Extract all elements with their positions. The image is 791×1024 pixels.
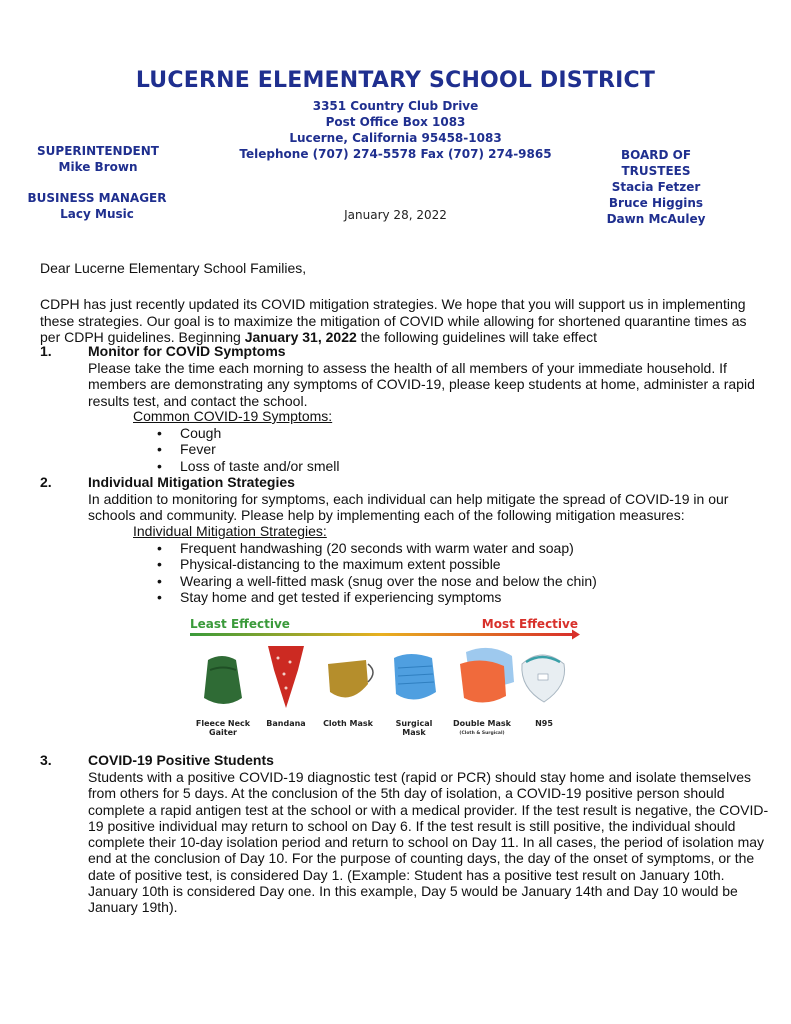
intro-text: CDPH has just recently updated its COVID mitigation strategies. We hope that you will support us in implementing these strategies. Our goal is to maximize the mitigation of COVID while allowing for shortened quarantine times as per CDPH guidelines. Beginning <box>40 296 747 345</box>
mask-label: N95 <box>535 719 553 728</box>
section-number: 1. <box>40 343 52 359</box>
mask-label: Double Mask <box>453 719 511 728</box>
section-title: Individual Mitigation Strategies <box>88 474 295 490</box>
bandana-icon <box>268 646 304 708</box>
superintendent-name: Mike Brown <box>58 160 138 174</box>
board-member: Stacia Fetzer <box>611 180 701 194</box>
section-number: 3. <box>40 752 52 768</box>
mask-label: Bandana <box>266 719 306 728</box>
list-item: • Frequent handwashing (20 seconds with warm water and soap) <box>157 540 597 556</box>
arrow-head-icon <box>572 630 580 640</box>
mask-label: Fleece Neck <box>195 719 251 728</box>
list-item: • Cough <box>157 425 340 441</box>
effective-date: January 31, 2022 <box>244 329 357 345</box>
n95-mask-icon <box>522 655 565 702</box>
least-effective-label: Least Effective <box>190 617 290 631</box>
fleece-gaiter-icon <box>204 656 242 704</box>
address-phone-fax: Telephone (707) 274-5578 Fax (707) 274-9865 <box>239 147 552 161</box>
board-member: Dawn McAuley <box>606 212 706 226</box>
address-line: Post Office Box 1083 <box>325 115 466 129</box>
section-body: Please take the time each morning to assess the health of all members of your immediate household. If members are demonstrating any symptoms of COVID-19, please keep students at home, administer a rapid results test, and contact the school. <box>88 360 755 409</box>
section-title: Monitor for COVID Symptoms <box>88 343 286 359</box>
intro-text-end: the following guidelines will take effect <box>356 329 597 345</box>
effectiveness-arrow-bar <box>190 633 572 636</box>
list-item: • Wearing a well-fitted mask (snug over the nose and below the chin) <box>157 573 597 589</box>
section-title: COVID-19 Positive Students <box>88 752 274 768</box>
list-item: • Physical-distancing to the maximum extent possible <box>157 556 597 572</box>
address-line: 3351 Country Club Drive <box>312 99 479 113</box>
section-body: In addition to monitoring for symptoms, each individual can help mitigate the spread of COVID-19 in our schools and community. Please help by implementing each of the following mitigation measures: <box>88 491 729 524</box>
mask-effectiveness-graphic <box>186 612 582 747</box>
cloth-mask-icon <box>328 660 373 697</box>
symptoms-list <box>157 425 340 474</box>
list-item: • Stay home and get tested if experiencing symptoms <box>157 589 597 605</box>
superintendent-block <box>28 143 168 175</box>
mask-label: Gaiter <box>209 728 237 737</box>
mask-label: Cloth Mask <box>323 719 373 728</box>
mask-label: Mask <box>402 728 426 737</box>
letter-date: January 28, 2022 <box>344 208 447 222</box>
superintendent-label: SUPERINTENDENT <box>37 144 159 158</box>
symptoms-subheading: Common COVID-19 Symptoms: <box>133 408 333 424</box>
list-item: • Loss of taste and/or smell <box>157 458 340 474</box>
mask-label: Surgical <box>395 719 433 728</box>
district-title: LUCERNE ELEMENTARY SCHOOL DISTRICT <box>135 68 656 93</box>
business-manager-name: Lacy Music <box>60 207 134 221</box>
intro-paragraph <box>40 296 760 346</box>
salutation: Dear Lucerne Elementary School Families, <box>40 260 307 276</box>
most-effective-label: Most Effective <box>481 617 578 631</box>
board-member: Bruce Higgins <box>608 196 704 210</box>
strategies-subheading: Individual Mitigation Strategies: <box>133 523 327 539</box>
business-manager-label: BUSINESS MANAGER <box>27 191 167 205</box>
mask-sublabel: (Cloth & Surgical) <box>459 731 505 736</box>
address-line: Lucerne, California 95458-1083 <box>289 131 502 145</box>
section-body: Students with a positive COVID-19 diagnostic test (rapid or PCR) should stay home and isolate themselves from others for 5 days. At the conclusion of the 5th day of isolation, a COVID-19 positive person should complete a rapid antigen test at the school or with a medical provider. If the test result is negative, the COVID-19 positive individual may return to school on Day 6. If the test result is still positive, the individual should complete their 10-day isolation period and return to school on Day 11. In all cases, the period of isolation may end at the conclusion of Day 10. For the purpose of counting days, the day of the onset of symptoms, or the date of positive test, is considered Day 1. (Example: Student has a positive test result on January 10th. January 10th is considered Day one. In this example, Day 5 would be January 14th and Day 10 would be January 19th). <box>88 769 769 916</box>
list-item: • Fever <box>157 441 340 457</box>
board-label: BOARD OF TRUSTEES <box>620 148 692 178</box>
strategies-list <box>157 540 597 605</box>
section-number: 2. <box>40 474 52 490</box>
surgical-mask-icon <box>394 654 436 700</box>
double-mask-icon <box>460 648 514 703</box>
